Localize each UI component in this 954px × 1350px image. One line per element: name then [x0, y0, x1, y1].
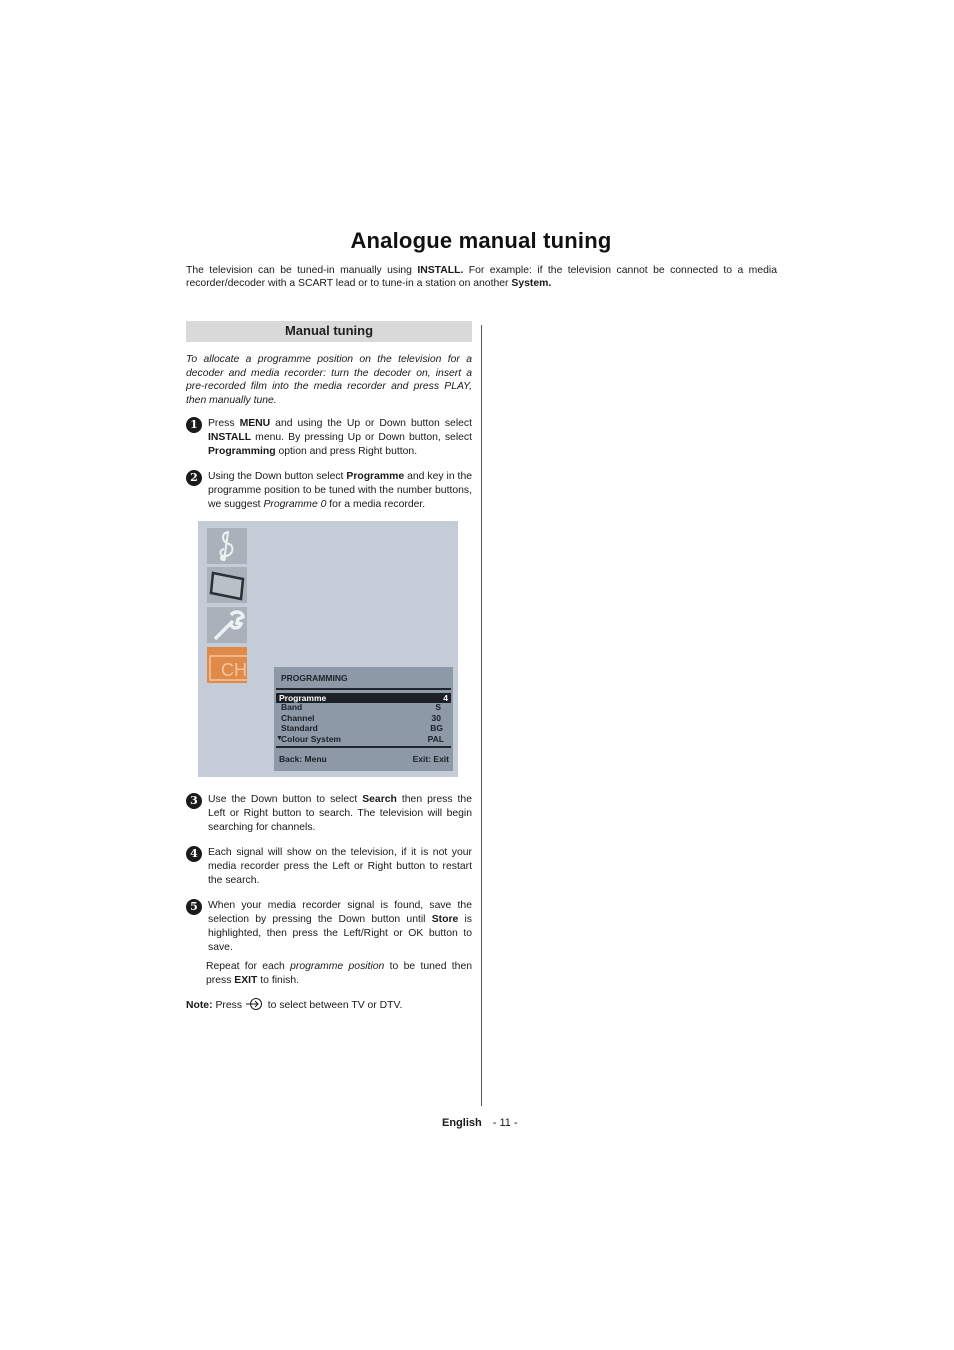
text: Repeat for each — [206, 961, 291, 972]
text: to be tuned then press — [206, 961, 472, 986]
footer-language: English — [442, 1117, 482, 1129]
step-text — [208, 417, 472, 459]
channel-icon — [207, 647, 247, 683]
back-hint: Back: Menu — [279, 754, 327, 764]
page-title: Analogue manual tuning — [350, 228, 612, 253]
row-value: 4 — [443, 693, 448, 703]
step-5 — [186, 899, 472, 955]
menu-row-colour-system[interactable] — [276, 734, 451, 744]
scroll-down-icon: ▼ — [276, 735, 283, 742]
step-3 — [186, 793, 472, 835]
text: for a media recorder. — [326, 499, 426, 510]
step-text — [208, 470, 472, 512]
step-number: 3 — [186, 793, 202, 809]
row-value: S — [435, 702, 441, 712]
programming-panel — [274, 667, 453, 771]
row-value: BG — [430, 723, 443, 733]
step-text — [208, 793, 472, 835]
row-value: 30 — [431, 713, 441, 723]
tv-screen-icon — [207, 567, 247, 603]
text: Press — [208, 418, 240, 429]
repeat-paragraph — [206, 960, 472, 988]
menu-key: MENU — [239, 418, 271, 429]
row-label: Channel — [281, 713, 315, 723]
column-divider — [481, 325, 482, 1106]
channel-icon-label: CH — [221, 660, 247, 680]
step-text — [208, 846, 472, 888]
exit-key: EXIT — [234, 975, 258, 986]
menu-row-band[interactable] — [276, 702, 451, 712]
source-input-icon — [245, 997, 265, 1015]
intro-system: System. — [511, 278, 552, 289]
allocate-paragraph: To allocate a programme position on the television for a decoder and media recorder: turn the decoder on, insert a pre-recorded film into the media recorder and press PLAY, then manually tune. — [186, 354, 472, 406]
programme-zero: Programme 0 — [263, 499, 327, 510]
section-heading: Manual tuning — [186, 321, 472, 342]
menu-row-channel[interactable] — [276, 713, 451, 723]
menu-row-standard[interactable] — [276, 723, 451, 733]
note — [186, 997, 402, 1015]
exit-hint: Exit: Exit — [412, 754, 449, 764]
page-footer — [442, 1117, 518, 1129]
step-number: 1 — [186, 417, 202, 433]
intro-text-2: For example: if the television cannot be connected to a media recorder/decoder with a SCART lead or to tune-in a station on another — [186, 265, 777, 289]
text: Using the Down button select — [208, 471, 347, 482]
step-1 — [186, 417, 472, 459]
programme-key: Programme — [346, 471, 405, 482]
text: to select between TV or DTV. — [264, 1000, 403, 1011]
intro-text-1: The television can be tuned-in manually using — [186, 265, 418, 276]
step-text — [208, 899, 472, 955]
note-label: Note: — [186, 1000, 213, 1011]
text: Each signal will show on the television, if it is not your media recorder press the Left or Right button to restart the search. — [208, 847, 472, 886]
step-2 — [186, 470, 472, 512]
text: is highlighted, then press the Left/Right or OK button to save. — [208, 914, 472, 953]
install-key: INSTALL — [208, 432, 252, 443]
text: When your media recorder signal is found, save the selection by pressing the Down button until — [208, 900, 472, 925]
programme-position: programme position — [290, 961, 385, 972]
text: Use the Down button to select — [208, 794, 363, 805]
row-label: Standard — [281, 723, 318, 733]
programming-key: Programming — [208, 446, 276, 457]
step-number: 2 — [186, 470, 202, 486]
intro-paragraph — [186, 264, 777, 290]
intro-install: INSTALL. — [417, 265, 464, 276]
row-label: Programme — [279, 693, 327, 703]
wrench-icon — [207, 607, 247, 643]
panel-divider — [276, 746, 451, 748]
panel-title: PROGRAMMING — [281, 673, 348, 683]
row-value: PAL — [427, 734, 444, 744]
text: then press the Left or Right button to search. The television will begin searching for channels. — [208, 794, 472, 833]
text: Press — [212, 1000, 245, 1011]
store-key: Store — [431, 914, 459, 925]
music-note-icon — [207, 528, 247, 564]
tv-menu-screenshot — [198, 521, 458, 777]
row-label: Colour System — [281, 734, 341, 744]
text: option and press Right button. — [275, 446, 418, 457]
text: menu. By pressing Up or Down button, select — [251, 432, 472, 443]
text: and key in the programme position to be tuned with the number buttons, we suggest — [208, 471, 472, 510]
row-label: Band — [281, 702, 303, 712]
text: to finish. — [257, 975, 299, 986]
step-number: 4 — [186, 846, 202, 862]
step-4 — [186, 846, 472, 888]
panel-divider — [276, 688, 451, 690]
search-key: Search — [362, 794, 397, 805]
text: and using the Up or Down button select — [270, 418, 472, 429]
page-number: - 11 - — [492, 1117, 518, 1129]
step-number: 5 — [186, 899, 202, 915]
